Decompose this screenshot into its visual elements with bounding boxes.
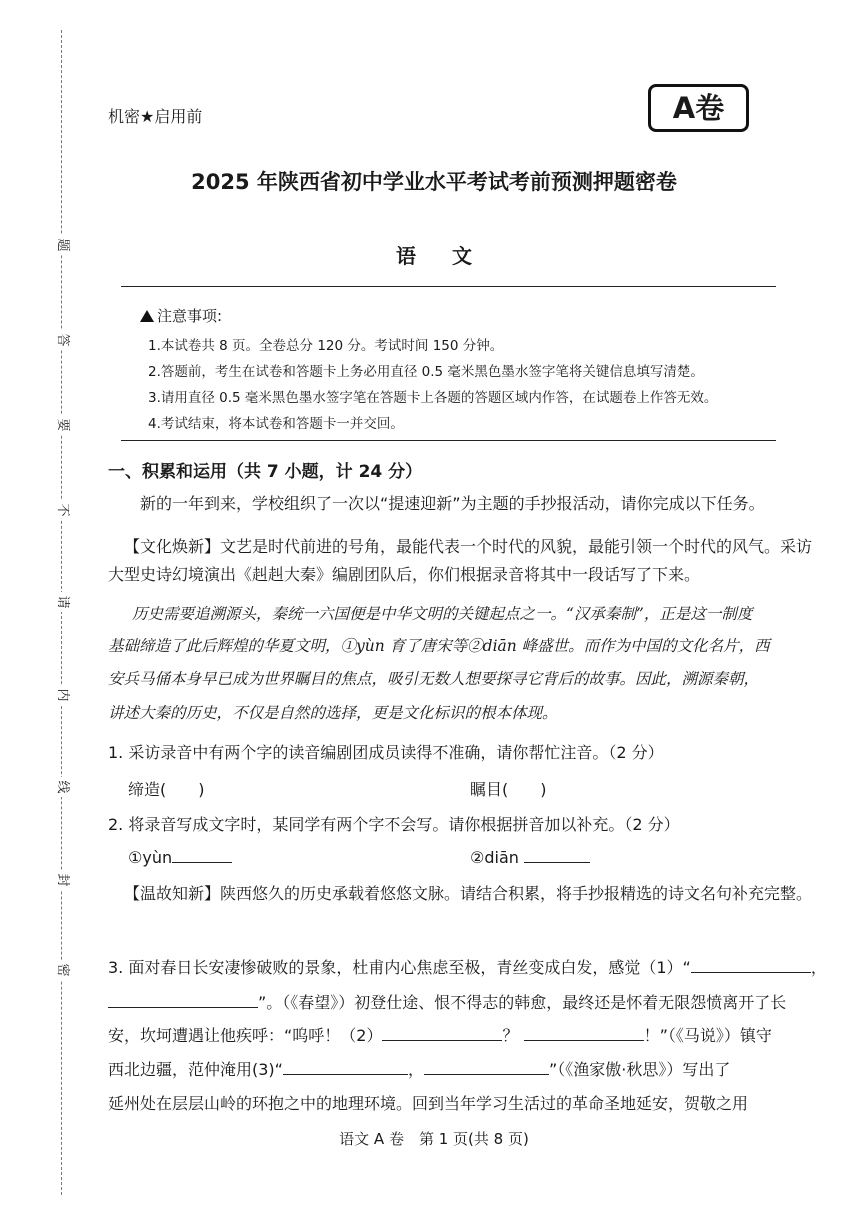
subject-title: 语文 (396, 244, 508, 268)
binding-char: 题 (52, 235, 72, 255)
answer-blank[interactable] (524, 1040, 644, 1041)
question-3-line2 (108, 990, 786, 1013)
binding-char: 内 (52, 685, 72, 705)
task-review: 【温故知新】陕西悠久的历史承载着悠悠文脉。请结合积累，将手抄报精选的诗文名句补充完整。 (124, 884, 813, 903)
question-2: 2. 将录音写成文字时，某同学有两个字不会写。请你根据拼音加以补充。（2 分） (108, 815, 680, 834)
answer-blank[interactable] (691, 972, 811, 973)
q3-text: ， (407, 1060, 424, 1079)
binding-char: 不 (52, 500, 72, 520)
question-3-line3 (108, 1023, 772, 1046)
notice-title-text: 注意事项: (157, 307, 223, 325)
answer-blank[interactable] (108, 1007, 258, 1008)
section-intro: 新的一年到来，学校组织了一次以“提速迎新”为主题的手抄报活动，请你完成以下任务。 (140, 494, 765, 513)
confidential-label: 机密★启用前 (108, 107, 203, 126)
q1-answer-b[interactable]: 瞩目( ) (470, 780, 547, 799)
answer-blank[interactable] (524, 862, 590, 863)
notice-item: 4.考试结束，将本试卷和答题卡一并交回。 (148, 416, 404, 432)
answer-blank[interactable] (424, 1074, 549, 1075)
recording-line: 基础缔造了此后辉煌的华夏文明，①yùn 育了唐宋等②diān 峰盛世。而作为中国的文化名片，西 (108, 637, 770, 655)
q2-pinyin-a: ①yùn (128, 848, 173, 867)
binding-char: 线 (52, 777, 72, 797)
q3-text: ”（《渔家傲·秋思》）写出了 (548, 1060, 731, 1079)
q2-pinyin-b: ②diān (470, 848, 519, 867)
warning-icon (140, 310, 154, 322)
q2-answer-a[interactable] (128, 848, 232, 867)
question-1: 1. 采访录音中有两个字的读音编剧团成员读得不准确，请你帮忙注音。（2 分） (108, 743, 664, 762)
answer-blank[interactable] (283, 1074, 408, 1075)
q3-text: ， (810, 958, 827, 977)
q3-text: 西北边疆，范仲淹用(3)“ (108, 1060, 283, 1079)
answer-blank[interactable] (172, 862, 232, 863)
volume-badge: A卷 (648, 84, 749, 132)
recording-line: 历史需要追溯源头，秦统一六国便是中华文明的关键起点之一。“汉承秦制”，正是这一制度 (132, 605, 753, 623)
q3-text: ”。（《春望》）初登仕途、恨不得志的韩愈，最终还是怀着无限怨愤离开了长 (258, 993, 787, 1012)
notice-item: 1.本试卷共 8 页。全卷总分 120 分。考试时间 150 分钟。 (148, 338, 504, 354)
notice-top-rule (121, 286, 776, 287)
task-culture: 【文化焕新】文艺是时代前进的号角，最能代表一个时代的风貌，最能引领一个时代的风气。采访大型史诗幻境演出《赳赳大秦》编剧团队后，你们根据录音将其中一段话写了下来。 (108, 537, 813, 584)
notice-title (140, 305, 222, 326)
binding-char: 密 (52, 960, 72, 980)
question-3-line4 (108, 1057, 730, 1080)
binding-margin (52, 30, 72, 1195)
q1-answer-a[interactable]: 缔造( ) (128, 780, 205, 799)
binding-char: 要 (52, 415, 72, 435)
page-footer: 语文 A 卷 第 1 页(共 8 页) (339, 1130, 529, 1148)
notice-item: 3.请用直径 0.5 毫米黑色墨水签字笔在答题卡上各题的答题区域内作答，在试题卷上作答无效。 (148, 390, 718, 406)
notice-bottom-rule (121, 440, 776, 441)
answer-blank[interactable] (382, 1040, 502, 1041)
binding-dashed-line (61, 30, 62, 1195)
section-title: 一、积累和运用（共 7 小题，计 24 分） (108, 462, 423, 482)
binding-char: 封 (52, 870, 72, 890)
recording-line: 安兵马俑本身早已成为世界瞩目的焦点，吸引无数人想要探寻它背后的故事。因此，溯源秦朝， (108, 670, 760, 688)
q3-text: ？ (502, 1026, 519, 1045)
q3-text: ！”（《马说》）镇守 (643, 1026, 772, 1045)
question-3-line1 (108, 955, 827, 978)
exam-title: 2025 年陕西省初中学业水平考试考前预测押题密卷 (191, 170, 677, 194)
binding-char: 答 (52, 330, 72, 350)
notice-item: 2.答题前，考生在试卷和答题卡上务必用直径 0.5 毫米黑色墨水签字笔将关键信息填写清楚。 (148, 364, 704, 380)
binding-char: 请 (52, 592, 72, 612)
question-3-line5: 延州处在层层山岭的环抱之中的地理环境。回到当年学习生活过的革命圣地延安，贺敬之用 (108, 1094, 749, 1113)
q2-answer-b[interactable] (470, 848, 590, 867)
q3-text: 3. 面对春日长安凄惨破败的景象，杜甫内心焦虑至极，青丝变成白发，感觉（1）“ (108, 958, 691, 977)
q3-text: 安，坎坷遭遇让他疾呼：“呜呼！（2） (108, 1026, 383, 1045)
recording-line: 讲述大秦的历史，不仅是自然的选择，更是文化标识的根本体现。 (108, 704, 558, 722)
